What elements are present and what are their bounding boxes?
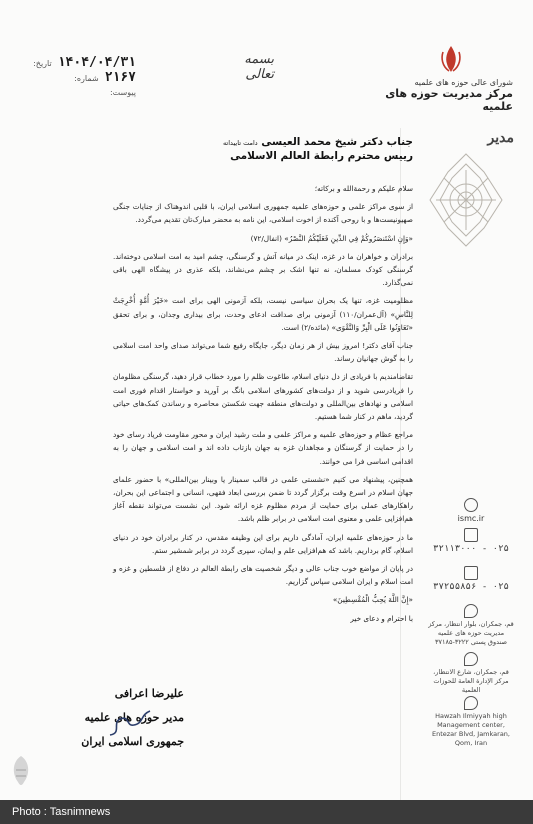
recipient-block	[123, 136, 413, 162]
phone2-block	[418, 566, 524, 592]
signer-title1: مدیر حوزه های علمیه	[84, 711, 184, 724]
signer-name: علیرضا اعرافی	[114, 687, 184, 700]
paragraph: همچنین، پیشنهاد می کنیم «نشستی علمی در قالب سمینار یا وبینار بین‌المللی» با حضور علمای جهان اسلام در اسرع وقت برگزار گردد تا ضمن بررسی ابعاد فقهی، انسانی و اجتماعی این بحران، راهکارهای عملی برای حمایت از مردم مظلوم غزه ارائه شود. این نشست می‌تواند نقطه آغاز هم‌افزایی علمی و معنوی امت اسلامی در برابر ظلم باشد.	[113, 474, 413, 524]
signer-title2: جمهوری اسلامی ایران	[81, 735, 184, 748]
phone-icon	[464, 528, 478, 542]
attachment-label: پیوست:	[109, 88, 136, 97]
address-ar-block	[428, 652, 514, 695]
number-label: شماره:	[74, 74, 99, 83]
council-line2: مرکز مدیریت حوزه های علمیه	[385, 87, 513, 113]
location-icon	[464, 696, 478, 710]
paragraph: تقاضامندیم با فریادی از دل دنیای اسلام، طاغوت ظلم را مورد خطاب قرار دهید، گرسنگی مظلومان را فریادرسی شوید و از دولت‌های کشورهای اسلامی بانگ بر آورید و خواستار اقدام فوری امت اسلامی و نهادهای بین‌المللی و دولت‌های منطقه جهت شکستن محاصره و رساندن کمک‌های حیاتی گردید، ماهم در کنار شما هستیم.	[113, 372, 413, 422]
address-en-block	[428, 696, 514, 748]
location-icon	[464, 604, 478, 618]
rosette-ornament-icon	[426, 150, 506, 250]
paragraph: در پایان از مواضع خوب جناب عالی و دیگر شخصیت های رابطة العالم در دفاع از فلسطین و غزه و امت اسلام و ایران اسلامی سپاس گزاریم.	[113, 564, 413, 587]
sidebar	[418, 130, 524, 810]
location-icon	[464, 652, 478, 666]
closing: با احترام و دعای خیر	[350, 613, 413, 623]
date-label: تاریخ:	[33, 59, 52, 68]
paragraph: از سوی مراکز علمی و حوزه‌های علمیه جمهوری اسلامی ایران، با قلبی اندوهناک از جنایات جنگی صهیونیست‌ها و با روحی آکنده از اخوت اسلامی، این نامه به محضر مبارک‌تان تقدیم می‌گردد.	[113, 202, 413, 225]
council-header	[383, 78, 513, 113]
globe-icon	[464, 498, 478, 512]
letter-meta	[26, 56, 136, 100]
date-value: ۱۴۰۴/۰۴/۳۱	[57, 55, 136, 70]
iran-emblem-icon	[437, 44, 465, 74]
council-line1: شورای عالی حوزه های علمیه	[414, 78, 513, 87]
phone1-block	[418, 528, 524, 554]
letter-body	[113, 182, 413, 630]
address-fa-block	[428, 604, 514, 647]
photo-credit: Photo : Tasnimnews	[0, 800, 533, 824]
tasnim-logo-icon	[6, 752, 36, 792]
paragraph: مظلومیت غزه، تنها یک بحران سیاسی نیست، بلکه آزمونی الهی برای امت «خَيْرَ أُمَّةٍ أُخْرِجَتْ لِلنَّاسِ» (آل‌عمران/۱۱۰) آزمونی برای صداقت ادعای وحدت، برای بیداری وجدان، و برای تحقق «تَعَاوَنُوا عَلَى الْبِرِّ وَالتَّقْوَى» (مائده/۲) است.	[113, 296, 413, 332]
quran-verse: «وَإِنِ اسْتَنصَرُوكُمْ فِي الدِّينِ فَعَلَيْكُمُ النَّصْرُ» (انفال/۷۲)	[250, 233, 413, 243]
address-en: Hawzah Ilmiyyah high Management center, Entezar Blvd, Jamkaran, Qom, Iran	[432, 712, 510, 747]
recipient-title: رییس محترم رابطة العالم الاسلامی	[230, 150, 413, 162]
address-ar: قم، جمکران، شارع الانتظار، مرکز الإدارة العامة للحوزات العلمية	[433, 668, 509, 694]
greeting: سلام علیکم و رحمة‌الله و برکاته؛	[314, 184, 413, 193]
website[interactable]: ismc.ir	[457, 514, 485, 523]
sidebar-title: مدیر	[487, 130, 514, 146]
recipient-name: جناب دکتر شیخ محمد العیسی	[261, 136, 413, 148]
number-value: ۲۱۶۷	[104, 70, 136, 85]
paragraph: ما در حوزه‌های علمیه ایران، آمادگی داریم برای این وظیفه مقدس، در کنار برادران خود در دنیای اسلام، گام برداریم. باشد که هم‌افزایی علم و ایمان، سپری گردد در برابر شمشیر ستم.	[113, 532, 413, 555]
phone2: ۰۲۵ - ۳۷۲۵۵۸۵۶	[433, 582, 509, 592]
paragraph: برادران و خواهران ما در غزه، اینک در میانه آتش و گرسنگی، چشم امید به امت اسلامی دوخته‌اند. گرسنگی کودک مسلمان، نه تنها اشک بر چشم می‌نشاند، بلکه عذری در پیشگاه الهی باقی نمی‌گذارد.	[113, 251, 413, 288]
fax-icon	[464, 566, 478, 580]
phone1: ۰۲۵ - ۳۲۱۱۳۰۰۰	[433, 544, 509, 554]
address-fa: قم، جمکران، بلوار انتظار، مرکز مدیریت حوزه های علمیه صندوق پستی ۳۲۲۲-۳۷۱۸۵	[428, 620, 514, 646]
website-block	[418, 498, 524, 523]
quran-verse: «إِنَّ اللَّهَ يُحِبُّ الْمُقْسِطِينَ»	[332, 595, 413, 605]
bismillah: بسمه تعالی	[244, 52, 274, 82]
paragraph: جناب آقای دکتر! امروز بیش از هر زمان دیگر، جایگاه رفیع شما می‌تواند صدای واحد امت اسلامی را به گوش جهانیان رساند.	[113, 341, 413, 364]
handwritten-signature-icon	[100, 705, 160, 741]
paragraph: مراجع عظام و حوزه‌های علمیه و مراکز علمی و ملت رشید ایران و محور مقاومت فریاد رسای خود را در حمایت از گرسنگان و مجاهدان غزه به جهان بازتاب داده اند و امت اسلامی و جهان را به اقدامی اساسی فرا می خوانند.	[113, 430, 413, 466]
recipient-honorific: دامت تاییداته	[222, 139, 258, 147]
